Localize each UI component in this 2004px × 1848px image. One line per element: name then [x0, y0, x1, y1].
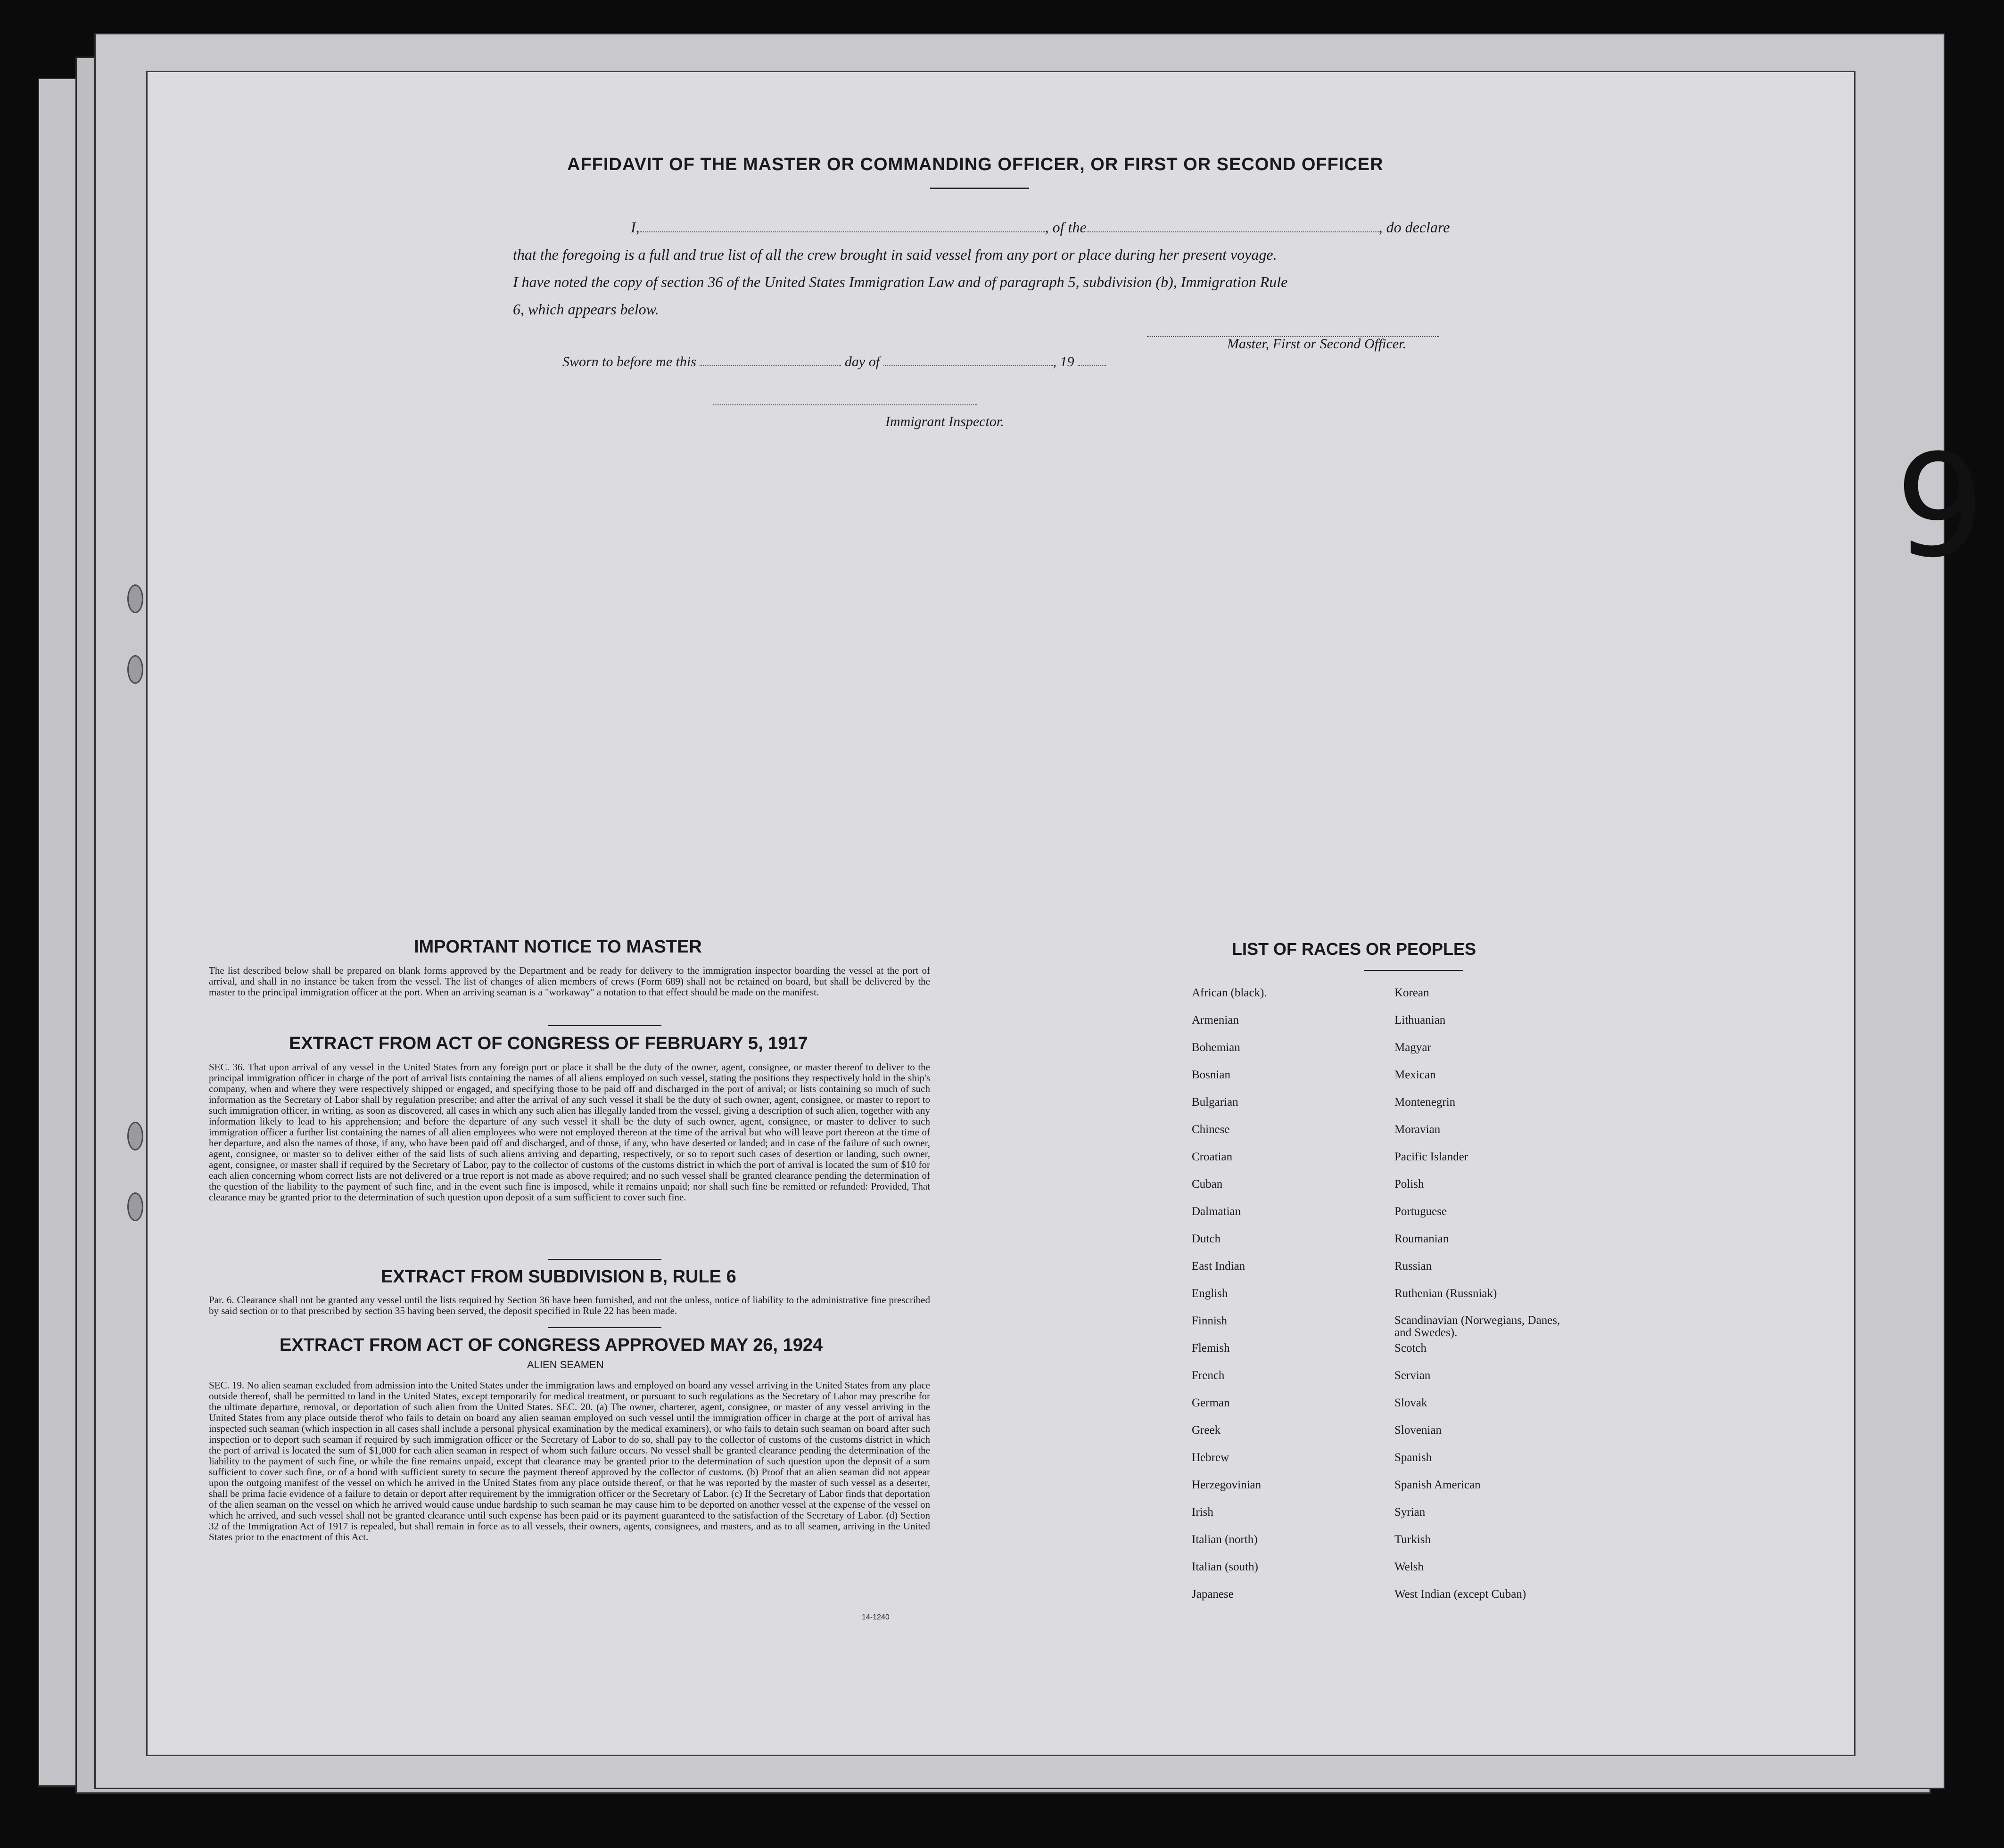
race-item: Bohemian — [1192, 1041, 1240, 1054]
name-field[interactable] — [640, 231, 1045, 232]
vessel-field[interactable] — [1087, 231, 1379, 232]
sworn-line — [562, 354, 1106, 370]
affidavit-i: I, — [631, 219, 640, 236]
race-item: Cuban — [1192, 1178, 1223, 1191]
binder-hole — [127, 655, 143, 684]
race-item: Flemish — [1192, 1342, 1230, 1355]
divider — [548, 1327, 661, 1328]
sworn-month-field[interactable] — [883, 365, 1053, 366]
affidavit-declare: , do declare — [1378, 219, 1450, 236]
races-title: LIST OF RACES OR PEOPLES — [1232, 939, 1476, 959]
extract3-body: SEC. 19. No alien seaman excluded from admission into the United States under the immigration laws and employed on board any vessel arriving in the United States from any place outside thereof, shall be permitted to land in the United States, except temporarily for medical treatment, or pursuant to such regulations as the Secretary of Labor may prescribe for the ultimate departure, removal, or deportation of such alien from the United States. SEC. 20. (a) The owner, charterer, agent, consignee, or master of any vessel arriving in the United States from any place outside therof who fails to detain on board any alien seaman employed on such vessel until the immigration officer in charge at the port of arrival has inspected such seaman (which inspection in all cases shall include a personal physical examination by the medical examiners), or who fails to detain such seaman on board after such inspection or to deport such seaman if required by such immigration officer or the Secretary of Labor to do so, shall pay to the collector of customs of the customs district in which the port of arrival is located the sum of $1,000 for each alien seaman in respect of whom such failure occurs. No vessel shall be granted clearance pending the determination of the liability to the payment of such fine, or while the fine remains unpaid, except that clearance may be granted prior to the determination of such question upon the deposit of a sum sufficient to cover such fine, or of a bond with sufficient surety to secure the payment thereof approved by the collector of customs. (b) Proof that an alien seaman did not appear upon the outgoing manifest of the vessel on which he arrived in the United States from any place outside thereof, or that he was reported by the master of such vessel as a deserter, shall be prima facie evidence of a failure to detain or deport after requirement by the immigration officer or the Secretary of Labor. (c) If the Secretary of Labor finds that deportation of the alien seaman on the vessel on which he arrived would cause undue hardship to such seaman he may cause him to be deported on another vessel at the expense of the vessel on which he arrived, and such vessel shall not be granted clearance until such expense has been paid or its payment guaranteed to the satisfaction of the Secretary of Labor. (d) Section 32 of the Immigration Act of 1917 is repealed, but shall remain in force as to all vessels, their owners, agents, consignees, and masters, and as to all seamen, arriving in the United States prior to the enactment of this Act. — [209, 1380, 930, 1543]
race-item: Croatian — [1192, 1150, 1233, 1163]
race-item: Spanish — [1394, 1451, 1432, 1464]
race-item: West Indian (except Cuban) — [1394, 1588, 1526, 1601]
sworn-year: , 19 — [1053, 354, 1074, 370]
race-item: Portuguese — [1394, 1205, 1447, 1218]
race-item: Magyar — [1394, 1041, 1431, 1054]
race-item: Hebrew — [1192, 1451, 1229, 1464]
race-item: Pacific Islander — [1394, 1150, 1468, 1163]
race-item: Scotch — [1394, 1342, 1427, 1355]
affidavit-title: AFFIDAVIT OF THE MASTER OR COMMANDING OFFICER, OR FIRST OR SECOND OFFICER — [567, 155, 1384, 174]
race-item: Scandinavian (Norwegians, Danes, and Swedes). — [1394, 1314, 1560, 1339]
race-item: Lithuanian — [1394, 1014, 1446, 1027]
race-item: East Indian — [1192, 1260, 1245, 1273]
race-item: Greek — [1192, 1424, 1221, 1437]
race-item: Syrian — [1394, 1506, 1426, 1519]
divider — [1364, 970, 1463, 971]
divider — [548, 1025, 661, 1026]
race-item: Servian — [1394, 1369, 1431, 1382]
race-item: Irish — [1192, 1506, 1213, 1519]
form-number: 14-1240 — [862, 1613, 890, 1621]
race-item: Chinese — [1192, 1123, 1230, 1136]
races-right-column — [1394, 986, 1574, 1615]
affidavit-of-the: , of the — [1045, 219, 1087, 236]
manifest-page — [146, 71, 1856, 1756]
binder-hole — [127, 1192, 143, 1221]
race-item: Dalmatian — [1192, 1205, 1241, 1218]
sworn-day-field[interactable] — [700, 365, 841, 366]
race-item: African (black). — [1192, 986, 1267, 999]
race-item: Dutch — [1192, 1232, 1221, 1245]
divider — [548, 1259, 661, 1260]
sworn-day-of: day of — [844, 354, 880, 370]
race-item: German — [1192, 1396, 1230, 1409]
race-item: Welsh — [1394, 1561, 1424, 1573]
race-item: Italian (south) — [1192, 1561, 1258, 1573]
race-item: Montenegrin — [1394, 1096, 1456, 1109]
race-item: Herzegovinian — [1192, 1478, 1262, 1491]
race-item: Mexican — [1394, 1068, 1436, 1081]
race-item: Bulgarian — [1192, 1096, 1238, 1109]
race-item: Italian (north) — [1192, 1533, 1258, 1546]
affidavit-line4: 6, which appears below. — [513, 301, 659, 318]
race-item: English — [1192, 1287, 1228, 1300]
inspector-label: Immigrant Inspector. — [885, 414, 1004, 429]
race-item: Roumanian — [1394, 1232, 1449, 1245]
extract1-body: SEC. 36. That upon arrival of any vessel in the United States from any foreign port or place it shall be the duty of the owner, agent, consignee, or master thereof to deliver to the principal immigration officer in charge of the port of arrival lists containing the names of all aliens employed on such vessel, stating the positions they respectively hold in the ship's company, when and where they were respectively shipped or engaged, and specifying those to be paid off and discharged in the port of arrival; or lists containing so much of such information as the Secretary of Labor shall by regulation prescribe; and after the arrival of any such vessel it shall be the duty of such owner, agent, consignee, or master to report to such immigration officer, in writing, as soon as discovered, all cases in which any such alien has illegally landed from the vessel, giving a description of such alien, together with any information likely to lead to his apprehension; and before the departure of any such vessel it shall be the duty of such owner, agent, consignee, or master to deliver to such immigration officer a further list containing the names of all alien employees who were not employed thereon at the time of the arrival but who will leave port thereon at the time of her departure, and also the names of those, if any, who have been paid off and discharged, and of those, if any, who have deserted or landed; and in case of the failure of such owner, agent, consignee, or master so to deliver either of the said lists of such aliens arriving and departing, respectively, or so to report such cases of desertion or landing, such owner, agent, consignee, or master shall if required by the Secretary of Labor, pay to the collector of customs of the customs district in which the port of arrival is located the sum of $10 for each alien concerning whom correct lists are not delivered or a true report is not made as above required; and no such vessel shall be granted clearance pending the determination of the question of the liability to the payment of such fine, and in the event such fine is imposed, while it remains unpaid; nor shall such fine be remitted or refunded: Provided, That clearance may be granted prior to the determination of such question upon deposit of a sum sufficient to cover such fine. — [209, 1061, 930, 1203]
race-item: Moravian — [1394, 1123, 1441, 1136]
sworn-year-field[interactable] — [1078, 365, 1106, 366]
affidavit-line1 — [513, 214, 1456, 241]
race-item: Russian — [1394, 1260, 1432, 1273]
race-item: Korean — [1394, 986, 1429, 999]
race-item: Finnish — [1192, 1314, 1228, 1327]
inspector-signature-line[interactable] — [713, 404, 977, 405]
binder-hole — [127, 584, 143, 613]
notice-title: IMPORTANT NOTICE TO MASTER — [414, 937, 702, 957]
binder-hole — [127, 1122, 143, 1150]
affidavit-line3: I have noted the copy of section 36 of the United States Immigration Law and of paragraph 5, subdivision (b), Immigration Rule — [513, 273, 1288, 290]
notice-body: The list described below shall be prepared on blank forms approved by the Department and be ready for delivery to the immigration inspector boarding the vessel at the port of arrival, and shall in no instance be taken from the vessel. The list of changes of alien members of crews (Form 689) shall not be retained on board, but shall be delivered by the master to the principal immigration officer at the port. When an arriving seaman is a "workaway" a notation to that effect should be made on the manifest. — [209, 965, 930, 998]
race-item: Japanese — [1192, 1588, 1234, 1601]
master-signature-label: Master, First or Second Officer. — [1227, 336, 1406, 352]
race-item: Turkish — [1394, 1533, 1431, 1546]
extract2-title: EXTRACT FROM SUBDIVISION B, RULE 6 — [381, 1267, 736, 1287]
race-item: Slovak — [1394, 1396, 1427, 1409]
extract1-title: EXTRACT FROM ACT OF CONGRESS OF FEBRUARY 5, 1917 — [289, 1034, 808, 1053]
title-divider — [930, 188, 1029, 189]
races-left-column — [1192, 986, 1371, 1615]
race-item: Slovenian — [1394, 1424, 1442, 1437]
race-item: Bosnian — [1192, 1068, 1230, 1081]
sworn-text: Sworn to before me this — [562, 354, 696, 370]
race-item: Ruthenian (Russniak) — [1394, 1287, 1497, 1300]
race-item: French — [1192, 1369, 1225, 1382]
affidavit-body — [513, 214, 1456, 323]
race-item: Polish — [1394, 1178, 1424, 1191]
extract3-subtitle: ALIEN SEAMEN — [527, 1359, 604, 1371]
extract3-title: EXTRACT FROM ACT OF CONGRESS APPROVED MAY 26, 1924 — [280, 1335, 823, 1355]
handwritten-folio-number: 9 — [1895, 424, 1985, 589]
affidavit-line2: that the foregoing is a full and true list of all the crew brought in said vessel from any port or place during her present voyage. — [513, 246, 1277, 263]
race-item: Armenian — [1192, 1014, 1239, 1027]
race-item: Spanish American — [1394, 1478, 1481, 1491]
extract2-body: Par. 6. Clearance shall not be granted any vessel until the lists required by Section 36 have been furnished, and not the unless, notice of liability to the administrative fine prescribed by said section or to that prescribed by section 35 having been served, the deposit specified in Rule 22 has been made. — [209, 1294, 930, 1316]
